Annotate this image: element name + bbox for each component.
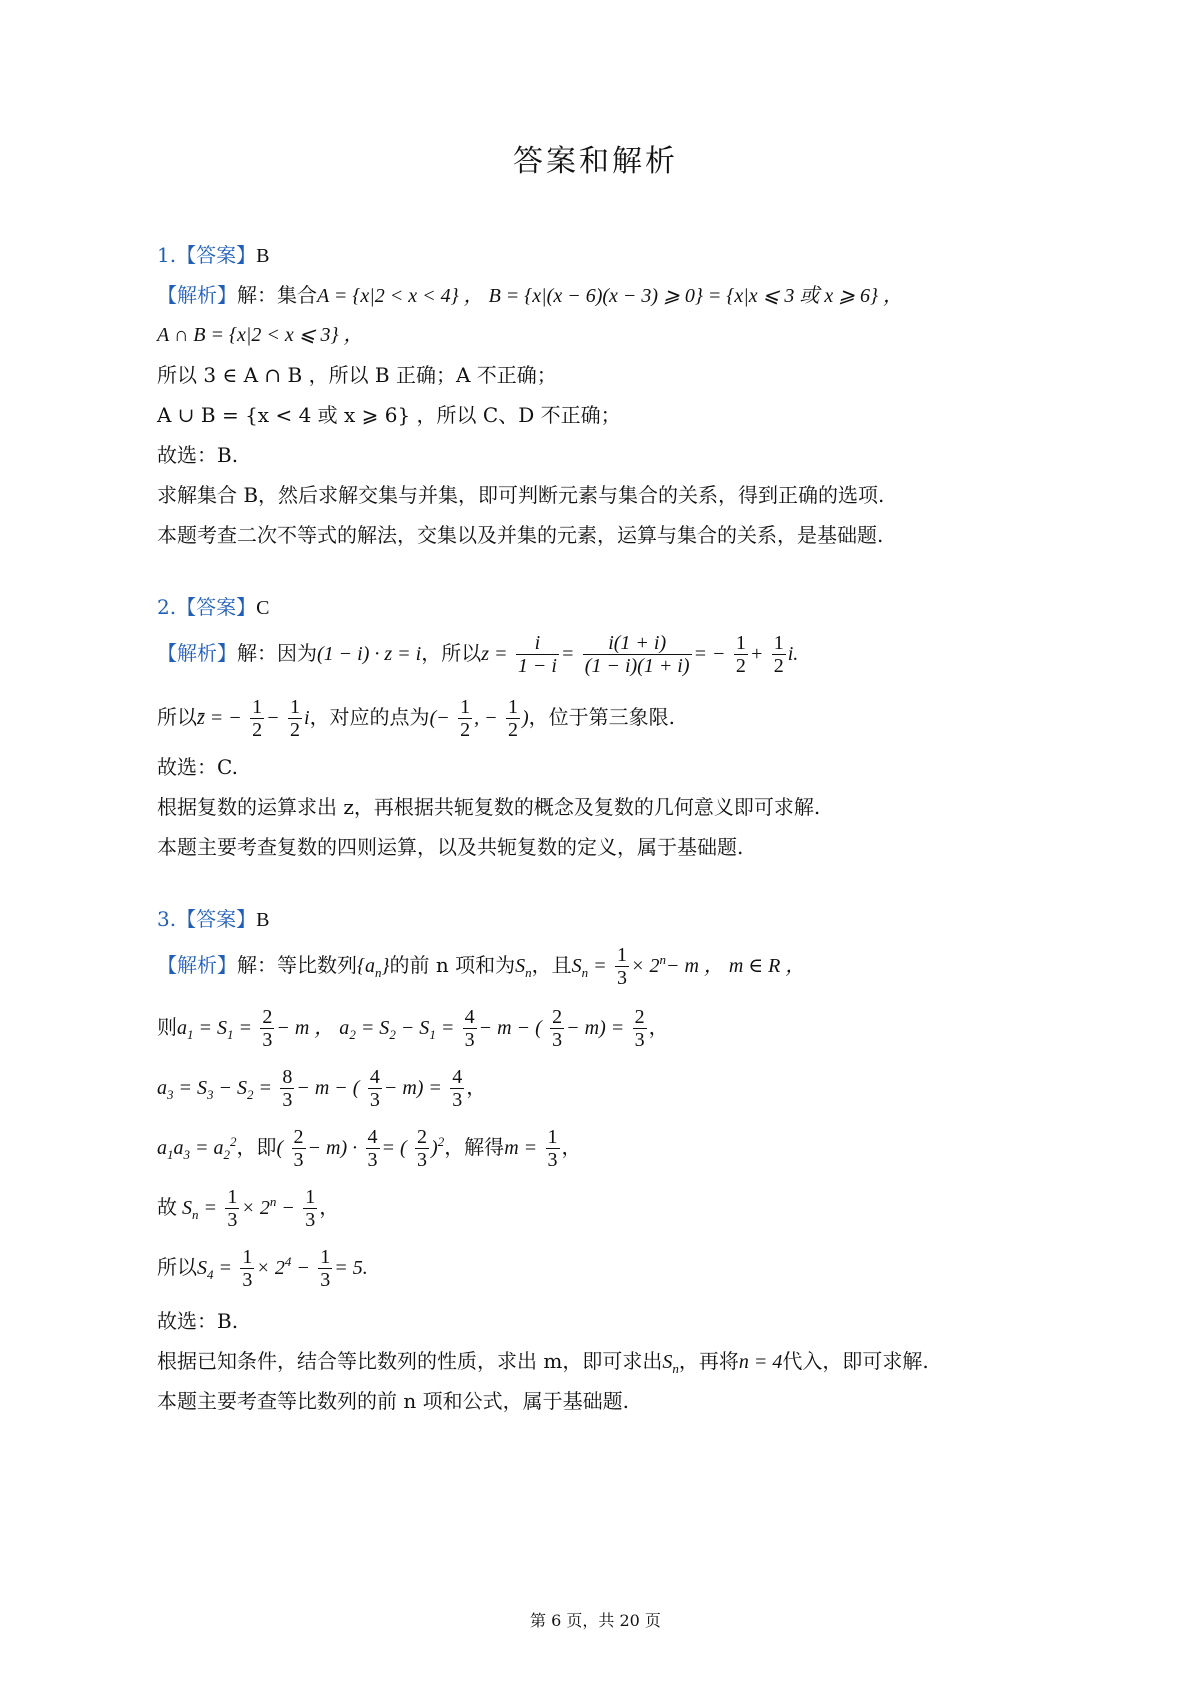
q1-line-4: A ∪ B = {x < 4 或 x ⩾ 6} ，所以 C、D 不正确；: [157, 403, 621, 427]
q2-frac-1: $\frac{i}{1 - i}$: [517, 632, 557, 677]
q2-l2-a: 所以: [157, 705, 197, 729]
q1-header: [157, 240, 269, 271]
q2-answer: C: [256, 597, 270, 619]
q2-line-1: 【解析】解：因为(1 − i) · z = i，所以z = $\frac{i}{1 - i}$ = $\frac{i(1 + i)}{(1 - i)(1 + i)}$ = − $\frac{1}{2}$ + $\frac{1}{2}$ i.: [157, 632, 799, 677]
q3-line-1: 【解析】解：等比数列$\{a_n\}$的前 n 项和为$S_n$，且$S_n$ = $\frac{1}{3}$ × $2^n- m$ ， m ∈ R ，: [157, 944, 806, 989]
q1-answer-label: 【答案】: [176, 243, 257, 267]
q2-answer-label: 【答案】: [176, 595, 257, 619]
q2-l1-z: z =: [481, 643, 508, 665]
q1-number: 1.: [157, 243, 177, 267]
q2-line-4: 根据复数的运算求出 z，再根据共轭复数的概念及复数的几何意义即可求解.: [157, 795, 821, 819]
q1-l1-math: A = {x|2 < x < 4} ， B = {x|(x − 6)(x − 3) ⩾ 0} = {x|x ⩽ 3 或 x ⩾ 6} ，: [317, 285, 903, 307]
q3-line-9: 本题主要考查等比数列的前 n 项和公式，属于基础题.: [157, 1389, 629, 1413]
q2-frac-3: $\frac{1}{2}$: [735, 632, 746, 677]
q1-line-5: 故选：B.: [157, 443, 239, 467]
q2-analysis-label: 【解析】: [157, 641, 237, 665]
q2-l2-b: ，对应的点为: [309, 705, 430, 729]
q3-line-5: 故 $S_n$ = $\frac{1}{3}$ × $2^n$ − $\frac{1}{3}$ ，: [157, 1186, 340, 1231]
q1-line-2: A ∩ B = {x|2 < x ⩽ 3} ，: [157, 324, 364, 346]
q3-line-6: 所以$S_4$ = $\frac{1}{3}$ × $2^4$ − $\frac{1}{3}$ = 5.: [157, 1246, 368, 1291]
q3-line-8: 根据已知条件，结合等比数列的性质，求出 m，即可求出$S_n$，再将n = 4代入，即可求解.: [157, 1349, 929, 1376]
q1-l1-prefix: 解：集合: [237, 283, 317, 307]
q3-line-2: 则$a_1 = S_1$ = $\frac{2}{3}$ − m ， $a_2 = S_2 - S_1$ = $\frac{4}{3}$ − m − ( $\frac{2}{3}$ − m) = $\frac{2}{3}$ ，: [157, 1006, 669, 1051]
q2-line-2: 所以z̄ = − $\frac{1}{2}$ − $\frac{1}{2}$ i，对应的点为(− $\frac{1}{2}$ , − $\frac{1}{2}$ )，位于第三象限.: [157, 696, 675, 741]
q2-l1-a: 解：因为: [237, 641, 317, 665]
q3-header: [157, 904, 269, 935]
q3-answer-label: 【答案】: [176, 907, 257, 931]
q2-line-5: 本题主要考查复数的四则运算，以及共轭复数的定义，属于基础题.: [157, 835, 744, 859]
q3-number: 3.: [157, 907, 177, 931]
q2-number: 2.: [157, 595, 177, 619]
q2-zbar: z̄ = −: [197, 707, 242, 729]
q3-line-3: $a_3 = S_3 - S_2$ = $\frac{8}{3}$ − m − ( $\frac{4}{3}$ − m) = $\frac{4}{3}$ ，: [157, 1066, 487, 1111]
q1-line-1: [157, 280, 903, 311]
q2-l1-c: ，所以: [421, 641, 482, 665]
page-title: 答案和解析: [513, 144, 678, 179]
q2-l2-c: ，位于第三象限.: [528, 705, 675, 729]
q2-line-3: 故选：C.: [157, 755, 238, 779]
q3-answer: B: [256, 909, 270, 931]
q2-frac-2: $\frac{i(1 + i)}{(1 - i)(1 + i)}$: [584, 632, 690, 677]
q3-analysis-label: 【解析】: [157, 953, 237, 977]
q3-line-7: 故选：B.: [157, 1309, 239, 1333]
q1-line-7: 本题考查二次不等式的解法，交集以及并集的元素，运算与集合的关系，是基础题.: [157, 523, 884, 547]
q1-answer: B: [256, 245, 270, 267]
q2-header: [157, 592, 269, 623]
q2-frac-4: $\frac{1}{2}$: [773, 632, 784, 677]
q1-line-6: 求解集合 B，然后求解交集与并集，即可判断元素与集合的关系，得到正确的选项.: [157, 483, 885, 507]
q1-analysis-label: 【解析】: [157, 283, 237, 307]
page-footer: 第 6 页，共 20 页: [530, 1611, 661, 1630]
q3-line-4: $a_1a_3 = a_2^2$，即( $\frac{2}{3}$ − m) · $\frac{4}{3}$ = ( $\frac{2}{3}$ )$^2$，解得m = $\frac{1}{3}$ ，: [157, 1126, 582, 1171]
q2-l1-b: (1 − i) · z = i: [317, 643, 422, 665]
q1-line-3: 所以 3 ∈ A ∩ B ，所以 B 正确；A 不正确；: [157, 363, 557, 387]
